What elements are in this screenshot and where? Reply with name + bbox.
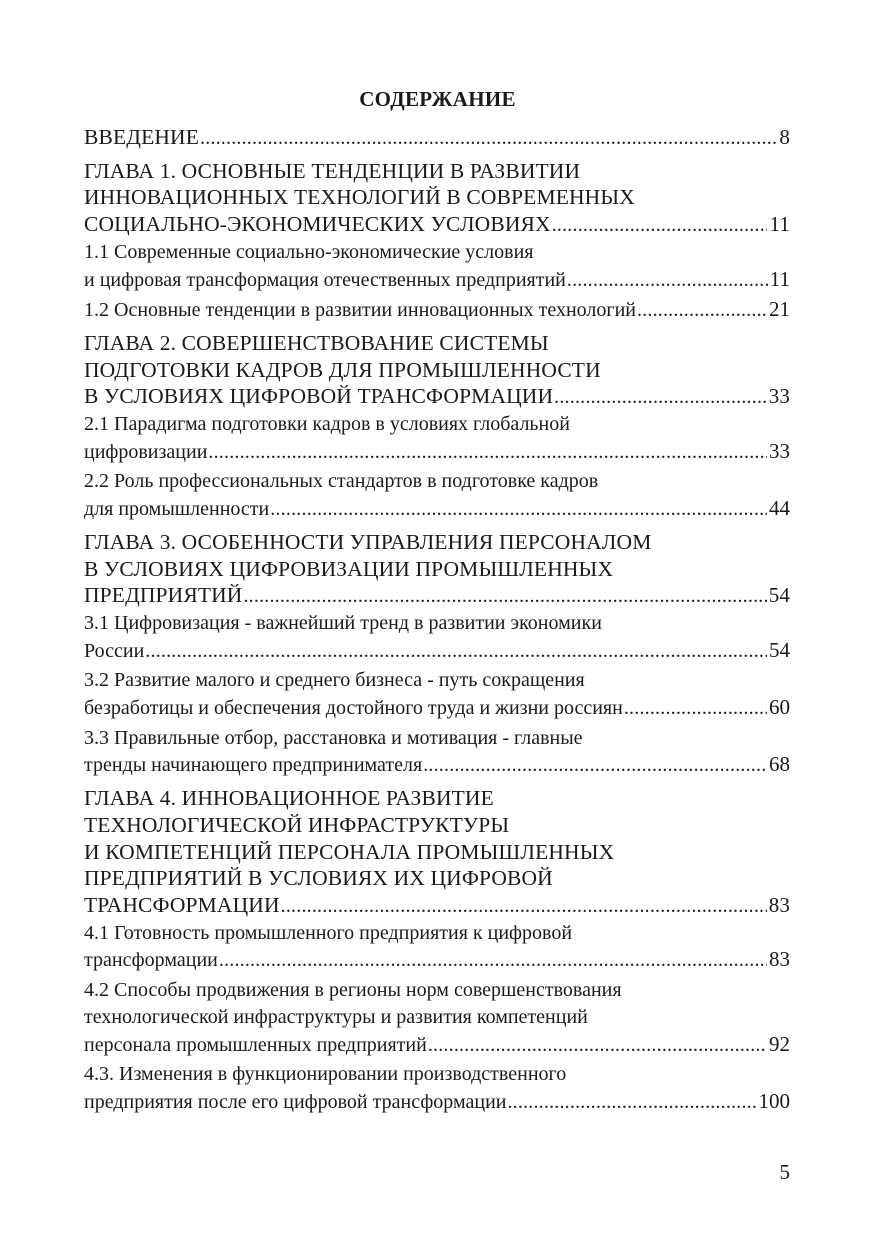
toc-entry-line: ИННОВАЦИОННЫХ ТЕХНОЛОГИЙ В СОВРЕМЕННЫХ bbox=[84, 185, 635, 210]
toc-section-entry[interactable] bbox=[84, 411, 790, 465]
dot-leader bbox=[208, 439, 767, 466]
toc-entry-last-line bbox=[84, 495, 790, 523]
toc-entry-title: безработицы и обеспечения достойного труда и жизни россиян bbox=[84, 697, 623, 720]
toc-section-entry[interactable] bbox=[84, 468, 790, 522]
toc-entry-last-line bbox=[84, 383, 790, 411]
toc-entry-last-line bbox=[84, 582, 790, 610]
toc-entry-last-line bbox=[84, 751, 790, 779]
toc-page-number: 33 bbox=[769, 438, 790, 463]
toc-entry-line: технологической инфраструктуры и развития компетенций bbox=[84, 1005, 588, 1028]
toc-chapter-entry[interactable] bbox=[84, 158, 790, 239]
toc-entry-last-line bbox=[84, 266, 790, 294]
toc-entry-last-line bbox=[84, 211, 790, 239]
toc-entry-last-line bbox=[84, 946, 790, 974]
toc-page-number: 100 bbox=[758, 1088, 790, 1113]
toc-chapter-entry[interactable] bbox=[84, 529, 790, 610]
toc-section-entry[interactable] bbox=[84, 296, 790, 324]
toc-section-entry[interactable] bbox=[84, 1061, 790, 1115]
dot-leader bbox=[507, 1089, 756, 1116]
dot-leader bbox=[219, 947, 767, 974]
toc-chapter-entry[interactable] bbox=[84, 330, 790, 411]
toc-page-number: 83 bbox=[768, 892, 790, 917]
toc-entry-line: И КОМПЕТЕНЦИЙ ПЕРСОНАЛА ПРОМЫШЛЕННЫХ bbox=[84, 839, 615, 864]
toc-entry-line: ПРЕДПРИЯТИЙ В УСЛОВИЯХ ИХ ЦИФРОВОЙ bbox=[84, 866, 553, 891]
toc-entry-title: цифровизации bbox=[84, 440, 208, 463]
toc-entry-line: 2.1 Парадигма подготовки кадров в условиях глобальной bbox=[84, 413, 570, 436]
toc-page-number: 11 bbox=[769, 212, 790, 237]
page-number: 5 bbox=[779, 1160, 790, 1184]
dot-leader bbox=[200, 125, 777, 152]
toc-entry-line: ТЕХНОЛОГИЧЕСКОЙ ИНФРАСТРУКТУРЫ bbox=[84, 812, 510, 837]
toc-entry-line: 4.3. Изменения в функционировании производственного bbox=[84, 1063, 567, 1086]
toc-entry-title: персонала промышленных предприятий bbox=[84, 1033, 427, 1056]
toc-section-entry[interactable] bbox=[84, 239, 790, 293]
toc-section-entry[interactable] bbox=[84, 977, 790, 1058]
toc-entry-line: В УСЛОВИЯХ ЦИФРОВИЗАЦИИ ПРОМЫШЛЕННЫХ bbox=[84, 556, 614, 581]
toc-page-number: 68 bbox=[769, 752, 790, 777]
toc-page-number: 83 bbox=[769, 947, 790, 972]
toc-page-number: 33 bbox=[768, 384, 790, 409]
page-title: СОДЕРЖАНИЕ bbox=[359, 87, 516, 111]
dot-leader bbox=[243, 583, 766, 610]
toc-entry-line: ГЛАВА 4. ИННОВАЦИОННОЕ РАЗВИТИЕ bbox=[84, 786, 494, 811]
toc-entry-title: России bbox=[84, 639, 145, 662]
toc-entry-line: ГЛАВА 1. ОСНОВНЫЕ ТЕНДЕНЦИИ В РАЗВИТИИ bbox=[84, 158, 581, 183]
toc-entry-line: 3.3 Правильные отбор, расстановка и мотивация - главные bbox=[84, 726, 583, 749]
toc-entry-title: трансформации bbox=[84, 949, 218, 972]
table-of-contents bbox=[84, 124, 790, 1116]
dot-leader bbox=[281, 893, 767, 920]
dot-leader bbox=[552, 212, 768, 239]
dot-leader bbox=[270, 496, 767, 523]
dot-leader bbox=[567, 267, 768, 294]
toc-page-number: 8 bbox=[779, 125, 790, 149]
toc-entry-line: ГЛАВА 3. ОСОБЕННОСТИ УПРАВЛЕНИЯ ПЕРСОНАЛОМ bbox=[84, 529, 652, 554]
toc-entry-title: СОЦИАЛЬНО-ЭКОНОМИЧЕСКИХ УСЛОВИЯХ bbox=[84, 212, 551, 237]
toc-section-entry[interactable] bbox=[84, 920, 790, 974]
toc-entry-last-line bbox=[84, 637, 790, 665]
toc-entry-title: для промышленности bbox=[84, 498, 270, 521]
toc-section-entry[interactable] bbox=[84, 667, 790, 721]
toc-entry-title: ВВЕДЕНИЕ bbox=[84, 125, 199, 149]
dot-leader bbox=[145, 638, 767, 665]
toc-entry-line: 3.2 Развитие малого и среднего бизнеса - путь сокращения bbox=[84, 669, 585, 692]
toc-chapter-entry[interactable] bbox=[84, 785, 790, 920]
toc-entry-line: 2.2 Роль профессиональных стандартов в подготовке кадров bbox=[84, 470, 599, 493]
toc-entry-title: тренды начинающего предпринимателя bbox=[84, 754, 423, 777]
toc-section-entry[interactable] bbox=[84, 725, 790, 779]
toc-chapter-entry[interactable] bbox=[84, 124, 790, 152]
toc-entry-title: ТРАНСФОРМАЦИИ bbox=[84, 892, 280, 917]
toc-entry-line: 1.1 Современные социально-экономические условия bbox=[84, 240, 534, 263]
toc-page-number: 44 bbox=[769, 496, 790, 521]
toc-entry-last-line bbox=[84, 296, 790, 324]
toc-entry-last-line bbox=[84, 124, 790, 152]
toc-entry-last-line bbox=[84, 1088, 790, 1116]
toc-entry-last-line bbox=[84, 438, 790, 466]
dot-leader bbox=[624, 695, 767, 722]
toc-entry-line: ПОДГОТОВКИ КАДРОВ ДЛЯ ПРОМЫШЛЕННОСТИ bbox=[84, 357, 601, 382]
toc-entry-last-line bbox=[84, 694, 790, 722]
toc-entry-line: 3.1 Цифровизация - важнейший тренд в развитии экономики bbox=[84, 611, 602, 634]
toc-entry-line: 4.1 Готовность промышленного предприятия к цифровой bbox=[84, 921, 573, 944]
toc-entry-last-line bbox=[84, 1031, 790, 1059]
toc-page-number: 11 bbox=[769, 266, 790, 291]
toc-page-number: 92 bbox=[769, 1031, 790, 1056]
dot-leader bbox=[637, 297, 767, 324]
toc-entry-title: В УСЛОВИЯХ ЦИФРОВОЙ ТРАНСФОРМАЦИИ bbox=[84, 384, 554, 409]
dot-leader bbox=[428, 1032, 767, 1059]
toc-entry-title: предприятия после его цифровой трансформации bbox=[84, 1090, 507, 1113]
dot-leader bbox=[423, 752, 767, 779]
toc-page-number: 54 bbox=[769, 637, 790, 662]
toc-section-entry[interactable] bbox=[84, 610, 790, 664]
toc-entry-line: ГЛАВА 2. СОВЕРШЕНСТВОВАНИЕ СИСТЕМЫ bbox=[84, 330, 549, 355]
toc-entry-last-line bbox=[84, 892, 790, 920]
toc-entry-line: 4.2 Способы продвижения в регионы норм совершенствования bbox=[84, 979, 622, 1002]
toc-page-number: 54 bbox=[768, 583, 790, 608]
toc-page-number: 21 bbox=[769, 297, 790, 322]
dot-leader bbox=[554, 384, 767, 411]
toc-entry-title: 1.2 Основные тенденции в развитии инновационных технологий bbox=[84, 299, 636, 322]
toc-entry-title: ПРЕДПРИЯТИЙ bbox=[84, 583, 243, 608]
toc-entry-title: и цифровая трансформация отечественных предприятий bbox=[84, 268, 566, 291]
toc-page-number: 60 bbox=[769, 695, 790, 720]
